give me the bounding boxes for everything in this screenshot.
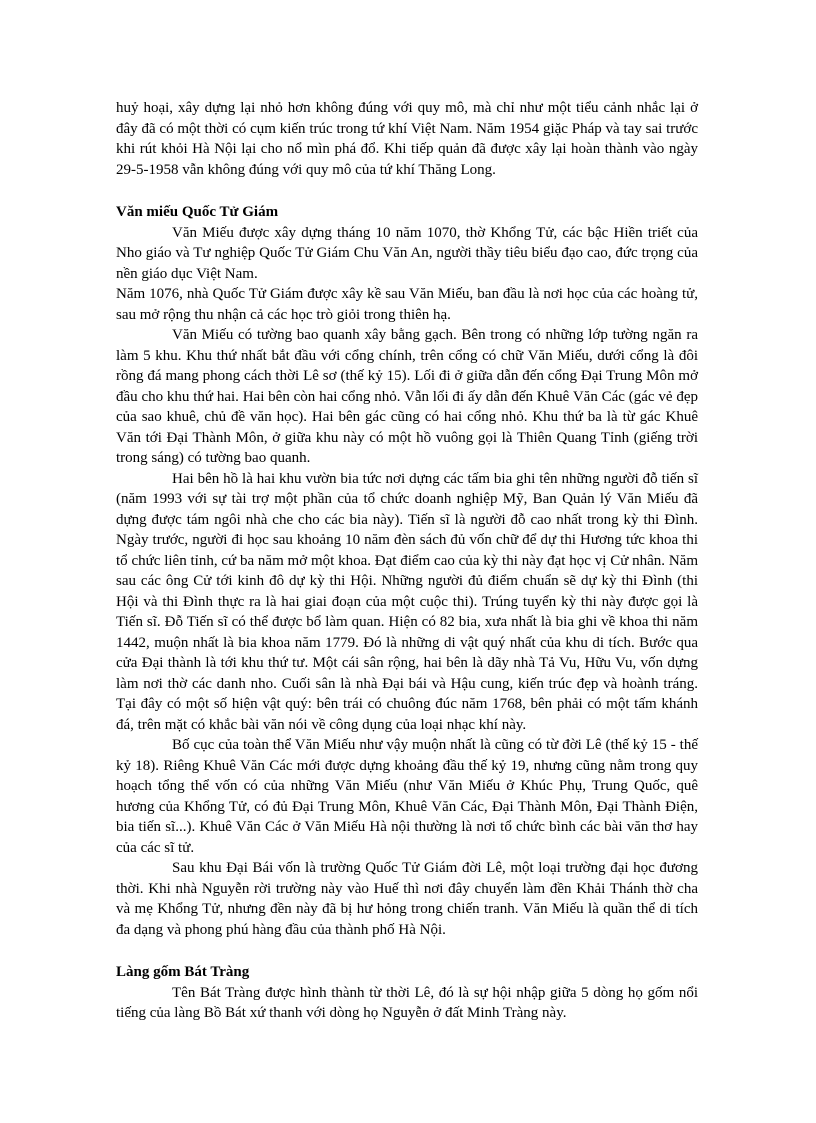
section-gap [116,940,698,962]
paragraph: Bố cục của toàn thể Văn Miếu như vậy muộn nhất là cũng có từ đời Lê (thế kỷ 15 - thế kỷ 18). Riêng Khuê Văn Các mới được dựng khoảng đầu thế kỷ 19, nhưng cũng nằm trong quy hoạch tổng thể vốn có của những Văn Miếu (như Văn Miếu ở Khúc Phụ, Trung Quốc, quê hương của Khổng Tử, có đủ Đại Trung Môn, Khuê Văn Các, Đại Thành Môn, Đại Thành Điện, bia tiến sĩ...). Khuê Văn Các ở Văn Miếu Hà nội thường là nơi tổ chức bình các bài văn thơ hay của các sĩ tử. [116,737,698,856]
paragraph: Sau khu Đại Bái vốn là trường Quốc Tử Giám đời Lê, một loại trường đại học đương thời. Khi nhà Nguyễn rời trường này vào Huế thì nơi đây chuyển làm đền Khải Thánh thờ cha và mẹ Khổng Tử, nhưng đền này đã bị hư hỏng trong chiến tranh. Văn Miếu là quần thể di tích đa dạng và phong phú hàng đầu của thành phố Hà Nội. [116,860,698,938]
paragraph: Hai bên hồ là hai khu vườn bia tức nơi dựng các tấm bia ghi tên những người đỗ tiến sĩ (năm 1993 với sự tài trợ một phần của tổ chức doanh nghiệp Mỹ, Ban Quản lý Văn Miếu đã dựng được tám ngôi nhà che cho các bia này). Tiến sĩ là người đỗ cao nhất trong kỳ thi Đình. Ngày trước, người đi học sau khoảng 10 năm đèn sách đủ vốn chữ để dự thi Hương tức khoa thi tổ chức liên tỉnh, cứ ba năm mở một khoa. Đạt điểm cao của kỳ thi này đạt học vị Cử nhân. Năm sau các ông Cử tới kinh đô dự kỳ thi Hội. Những người đủ điểm chuẩn sẽ dự kỳ thi Đình (thi Hội và thi Đình thực ra là hai giai đoạn của một cuộc thi). Trúng tuyển kỳ thi này được gọi là Tiến sĩ. Đỗ Tiến sĩ có thể được bổ làm quan. Hiện có 82 bia, xưa nhất là bia ghi về khoa thi năm 1442, muộn nhất là bia khoa năm 1779. Đó là những di vật quý nhất của khu di tích. Bước qua cửa Đại thành là tới khu thứ tư. Một cái sân rộng, hai bên là dãy nhà Tả Vu, Hữu Vu, vốn dựng làm nơi thờ các danh nho. Cuối sân là nhà Đại bái và Hậu cung, kiến trúc đẹp và hoành tráng. Tại đây có một số hiện vật quý: bên trái có chuông đúc năm 1768, bên phải có một tấm khánh đá, trên mặt có khắc bài văn nói về công dụng của loại nhạc khí này. [116,470,698,733]
section-gap [116,180,698,202]
section-heading-van-mieu: Văn miếu Quốc Tử Giám [116,204,279,220]
intro-paragraph: huỷ hoại, xây dựng lại nhỏ hơn không đúng với quy mô, mà chỉ như một tiểu cảnh nhắc lại ở đây đã có một thời có cụm kiến trúc trong tứ khí Việt Nam. Năm 1954 giặc Pháp và tay sai trước khi rút khỏi Hà Nội lại cho nổ mìn phá đổ. Khi tiếp quản đã được xây lại hoàn thành vào ngày 29-5-1958 vẫn không đúng với quy mô của tứ khí Thăng Long. [116,100,698,178]
paragraph: Năm 1076, nhà Quốc Tử Giám được xây kề sau Văn Miếu, ban đầu là nơi học của các hoàng tử, sau mở rộng thu nhận cả các học trò giỏi trong thiên hạ. [116,286,698,323]
section-heading-bat-trang: Làng gốm Bát Tràng [116,964,250,980]
paragraph: Văn Miếu có tường bao quanh xây bằng gạch. Bên trong có những lớp tường ngăn ra làm 5 khu. Khu thứ nhất bắt đầu với cổng chính, trên cổng có chữ Văn Miếu, dưới cổng là đôi rồng đá mang phong cách thời Lê sơ (thế kỷ 15). Lối đi ở giữa dẫn đến cổng Đại Trung Môn mở đầu cho khu thứ hai. Hai bên còn hai cổng nhỏ. Vẫn lối đi ấy dẫn đến Khuê Văn Các (gác vẻ đẹp của sao khuê, chủ đề văn học). Hai bên gác cũng có hai cổng nhỏ. Khu thứ ba là từ gác Khuê Văn tới Đại Thành Môn, ở giữa khu này có một hồ vuông gọi là Thiên Quang Tỉnh (giếng trời trong sáng) có tường bao quanh. [116,327,698,466]
paragraph: Văn Miếu được xây dựng tháng 10 năm 1070, thờ Khổng Tử, các bậc Hiền triết của Nho giáo và Tư nghiệp Quốc Tử Giám Chu Văn An, người thầy tiêu biểu đạo cao, đức trọng của nền giáo dục Việt Nam. [116,224,698,282]
paragraph: Tên Bát Tràng được hình thành từ thời Lê, đó là sự hội nhập giữa 5 dòng họ gốm nổi tiếng của làng Bồ Bát xứ thanh với dòng họ Nguyễn ở đất Minh Tràng này. [116,984,698,1021]
